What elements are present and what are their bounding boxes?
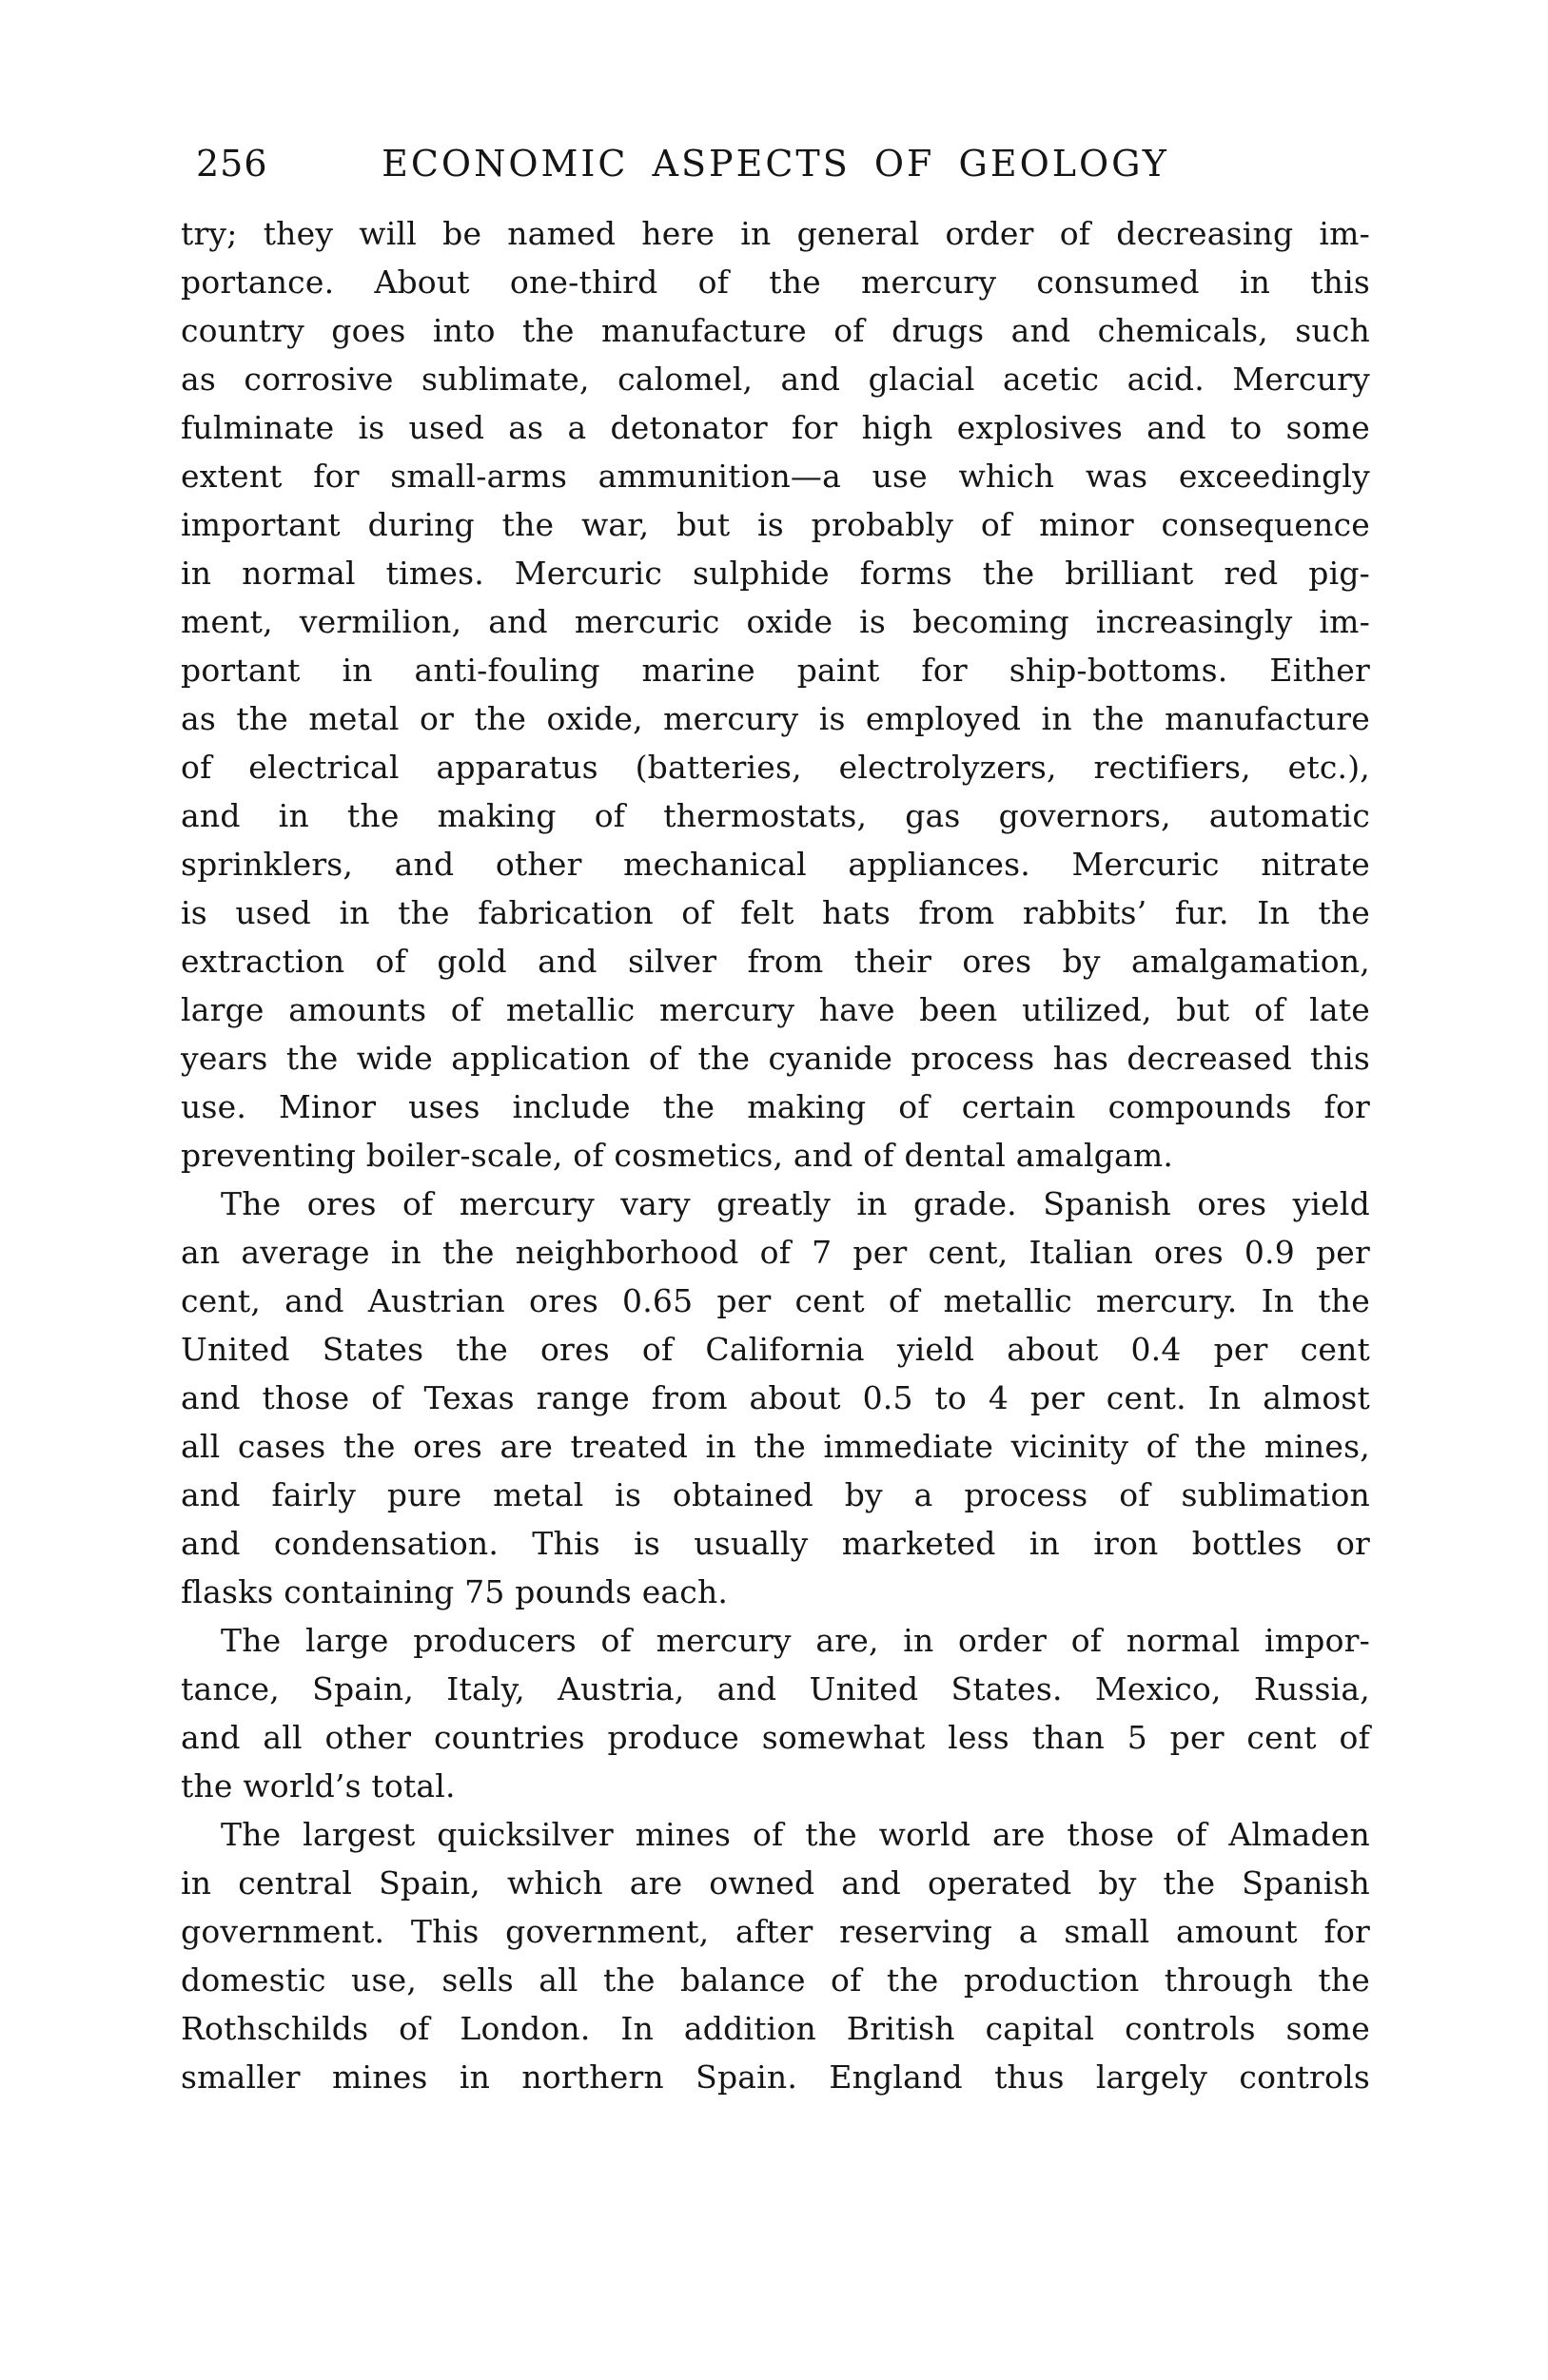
text-line: and all other countries produce somewhat less than 5 per cent of (181, 1719, 1370, 1756)
text-line: of electrical apparatus (batteries, electrolyzers, rectifiers, etc.), (181, 749, 1370, 786)
text-line: all cases the ores are treated in the immediate vicinity of the mines, (181, 1428, 1370, 1465)
text-line: in central Spain, which are owned and operated by the Spanish (181, 1864, 1370, 1902)
text-line: an average in the neighborhood of 7 per cent, Italian ores 0.9 per (181, 1234, 1370, 1271)
text-line: portant in anti-fouling marine paint for ship-bottoms. Either (181, 652, 1370, 689)
text-line: domestic use, sells all the balance of the production through the (181, 1961, 1370, 1999)
text-line: tance, Spain, Italy, Austria, and United States. Mexico, Russia, (181, 1670, 1370, 1707)
text-line: smaller mines in northern Spain. England thus largely controls (181, 2058, 1370, 2096)
text-line: extraction of gold and silver from their ores by amalgamation, (181, 943, 1370, 980)
paragraph-4 (181, 1810, 1370, 2101)
text-line: important during the war, but is probably of minor consequence (181, 506, 1370, 543)
text-line: Rothschilds of London. In addition British capital controls some (181, 2010, 1370, 2047)
text-line: fulminate is used as a detonator for high explosives and to some (181, 409, 1370, 446)
text-line: ment, vermilion, and mercuric oxide is becoming increasingly im- (181, 603, 1370, 640)
text-line: government. This government, after reserving a small amount for (181, 1913, 1370, 1950)
text-line: and fairly pure metal is obtained by a process of sublimation (181, 1476, 1370, 1513)
text-line: and condensation. This is usually marketed in iron bottles or (181, 1525, 1370, 1562)
text-line: flasks containing 75 pounds each. (181, 1573, 729, 1610)
text-line: The largest quicksilver mines of the world are those of Almaden (221, 1816, 1370, 1853)
text-line: is used in the fabrication of felt hats from rabbits’ fur. In the (181, 894, 1370, 931)
text-line: and those of Texas range from about 0.5 to 4 per cent. In almost (181, 1379, 1370, 1416)
text-line: years the wide application of the cyanide process has decreased this (181, 1040, 1370, 1077)
text-line: portance. About one-third of the mercury consumed in this (181, 263, 1370, 301)
text-line: The large producers of mercury are, in order of normal impor- (221, 1622, 1370, 1659)
text-line: in normal times. Mercuric sulphide forms the brilliant red pig- (181, 555, 1370, 592)
text-line: as the metal or the oxide, mercury is employed in the manufacture (181, 700, 1370, 737)
paragraph-3 (181, 1616, 1370, 1810)
text-line: cent, and Austrian ores 0.65 per cent of metallic mercury. In the (181, 1282, 1370, 1319)
text-line: large amounts of metallic mercury have been utilized, but of late (181, 991, 1370, 1028)
text-line: extent for small-arms ammunition—a use which was exceedingly (181, 458, 1370, 495)
running-title: ECONOMIC ASPECTS OF GEOLOGY (382, 143, 1169, 185)
text-line: try; they will be named here in general order of decreasing im- (181, 215, 1370, 252)
text-line: use. Minor uses include the making of certain compounds for (181, 1088, 1370, 1125)
page-header (181, 143, 1370, 192)
page-body (181, 209, 1370, 2101)
text-line: and in the making of thermostats, gas governors, automatic (181, 797, 1370, 834)
text-line: as corrosive sublimate, calomel, and glacial acetic acid. Mercury (181, 361, 1370, 398)
paragraph-1 (181, 209, 1370, 1180)
text-line: the world’s total. (181, 1767, 456, 1805)
paragraph-2 (181, 1180, 1370, 1616)
page-number: 256 (196, 143, 268, 185)
text-line: sprinklers, and other mechanical appliances. Mercuric nitrate (181, 846, 1370, 883)
text-column (181, 143, 1370, 2101)
text-line: United States the ores of California yield about 0.4 per cent (181, 1331, 1370, 1368)
text-line: preventing boiler-scale, of cosmetics, and of dental amalgam. (181, 1137, 1174, 1174)
text-line: country goes into the manufacture of drugs and chemicals, such (181, 312, 1370, 349)
text-line: The ores of mercury vary greatly in grade. Spanish ores yield (221, 1185, 1370, 1222)
